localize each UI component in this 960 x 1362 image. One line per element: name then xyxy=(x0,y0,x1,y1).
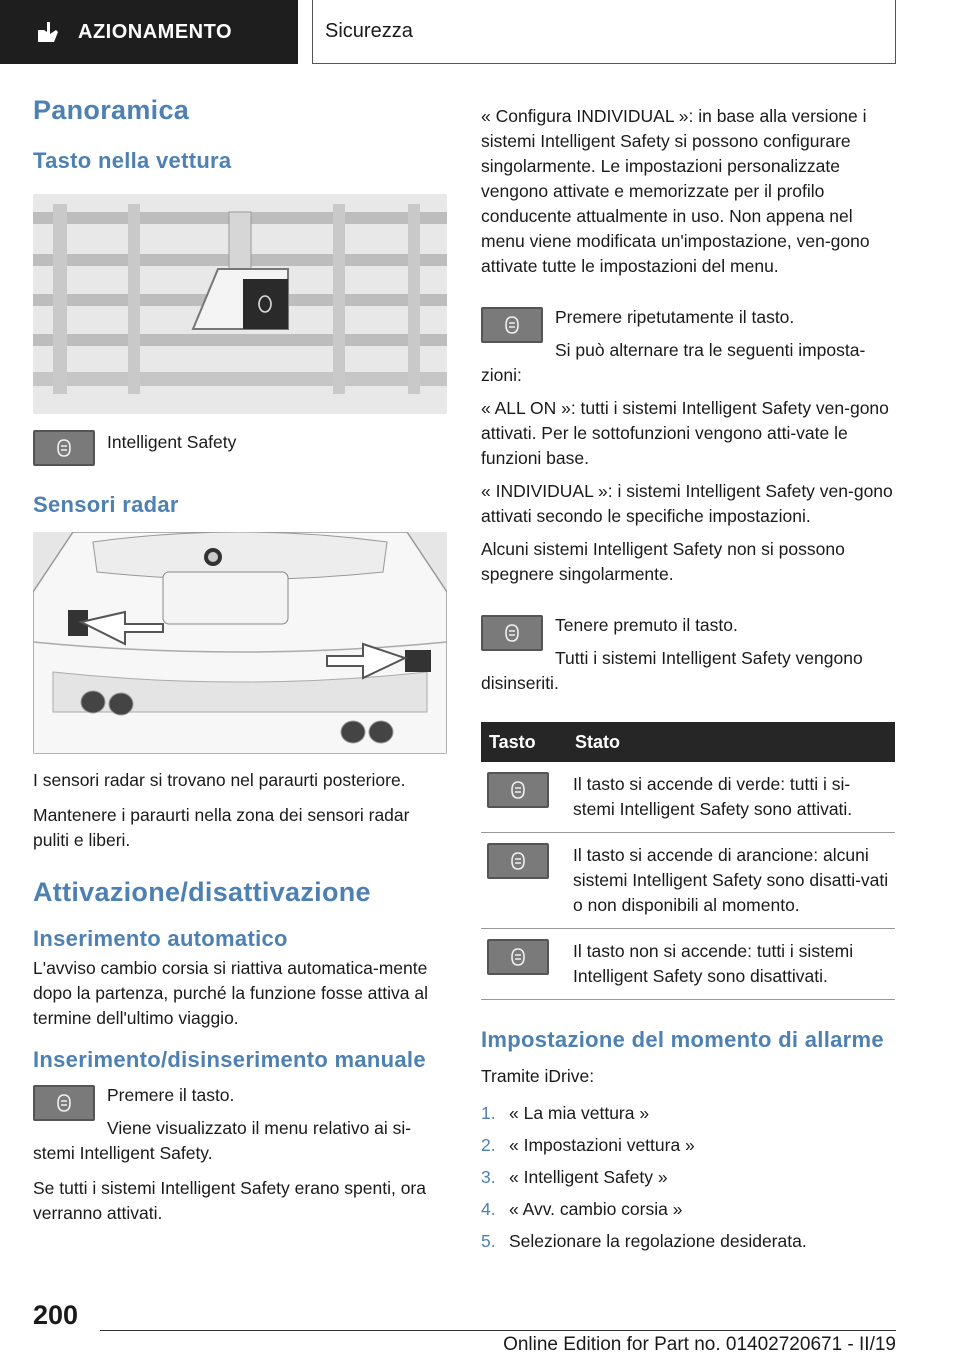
table-header-tasto: Tasto xyxy=(481,722,567,762)
hold-block xyxy=(481,613,895,696)
steering-hand-icon xyxy=(34,18,62,46)
table-row xyxy=(481,929,895,1000)
button-photo xyxy=(33,194,447,414)
press-line-1: Premere ripetutamente il tasto. xyxy=(555,307,795,327)
heading-manual: Inserimento/disinserimento manuale xyxy=(33,1047,426,1072)
intelligent-safety-key-icon xyxy=(487,843,549,879)
hold-line-2: Tutti i sistemi Intelligent Safety vengono disinseriti. xyxy=(481,648,863,693)
steps-list xyxy=(481,1101,895,1254)
press-line-2: Si può alternare tra le seguenti imposta-zioni: xyxy=(481,340,866,385)
status-table xyxy=(481,722,895,1000)
list-item: 2. « Impostazioni vettura » xyxy=(481,1135,695,1155)
manual-block xyxy=(33,1083,447,1166)
manual-line-2: Viene visualizzato il menu relativo ai si-stemi Intelligent Safety. xyxy=(33,1118,412,1163)
hold-line-1: Tenere premuto il tasto. xyxy=(555,615,738,635)
list-item: 4. « Avv. cambio corsia » xyxy=(481,1199,683,1219)
heading-alarm: Impostazione del momento di allarme xyxy=(481,1027,884,1052)
config-text: « Configura INDIVIDUAL »: in base alla versione i sistemi Intelligent Safety si possono configurare singolarmente. Le impostazioni personalizzate vengono attivate e memorizzate per il profilo conducente attualmente in uso. Non appena nel menu viene modificata un'impostazione, ven-gono attivate tutte le impostazioni del menu. xyxy=(481,106,870,276)
heading-panoramica: Panoramica xyxy=(33,95,190,125)
table-row xyxy=(481,762,895,833)
heading-attivazione: Attivazione/disattivazione xyxy=(33,877,371,907)
key-caption: Intelligent Safety xyxy=(107,432,237,452)
chapter-tab[interactable] xyxy=(0,0,298,64)
list-item: 1. « La mia vettura » xyxy=(481,1103,650,1123)
manual-text: Se tutti i sistemi Intelligent Safety erano spenti, ora verranno attivati. xyxy=(33,1178,426,1223)
footer-divider xyxy=(100,1330,896,1331)
individual-text: « INDIVIDUAL »: i sistemi Intelligent Safety ven-gono attivati secondo le specifiche impostazioni. xyxy=(481,481,893,526)
heading-radar: Sensori radar xyxy=(33,492,179,517)
page-number: 200 xyxy=(33,1300,79,1330)
table-cell-state: Il tasto si accende di arancione: alcuni sistemi Intelligent Safety sono disatti-vati o non disponibili al momento. xyxy=(567,833,895,929)
table-cell-state: Il tasto non si accende: tutti i sistemi Intelligent Safety sono disattivati. xyxy=(567,929,895,1000)
heading-tasto: Tasto nella vettura xyxy=(33,148,232,173)
heading-auto: Inserimento automatico xyxy=(33,926,288,951)
allon-text: « ALL ON »: tutti i sistemi Intelligent Safety ven-gono attivati. Per le sottofunzioni vengono atti-vate le funzioni base. xyxy=(481,398,889,468)
press-block xyxy=(481,305,895,388)
manual-line-1: Premere il tasto. xyxy=(107,1085,235,1105)
intelligent-safety-key-icon xyxy=(481,615,543,651)
intelligent-safety-key-icon xyxy=(33,1085,95,1121)
intelligent-safety-key-icon xyxy=(33,430,95,466)
table-cell-state: Il tasto si accende di verde: tutti i si-stemi Intelligent Safety sono attivati. xyxy=(567,762,895,833)
radar-text-2: Mantenere i paraurti nella zona dei sensori radar puliti e liberi. xyxy=(33,805,410,850)
key-caption-row xyxy=(33,430,447,466)
right-column xyxy=(481,104,895,1261)
edition-text: Online Edition for Part no. 01402720671 - II/19 xyxy=(503,1334,896,1355)
table-row xyxy=(481,833,895,929)
idrive-text: Tramite iDrive: xyxy=(481,1066,595,1086)
auto-text: L'avviso cambio corsia si riattiva automatica-mente dopo la partenza, purché la funzione fosse attiva al termine dell'ultimo viaggio. xyxy=(33,958,428,1028)
radar-photo xyxy=(33,532,447,754)
intelligent-safety-key-icon xyxy=(487,772,549,808)
alcuni-text: Alcuni sistemi Intelligent Safety non si possono spegnere singolarmente. xyxy=(481,539,845,584)
list-item: 3. « Intelligent Safety » xyxy=(481,1167,668,1187)
section-title: Sicurezza xyxy=(312,0,896,64)
intelligent-safety-key-icon xyxy=(481,307,543,343)
chapter-label: AZIONAMENTO xyxy=(78,20,233,43)
table-header-stato: Stato xyxy=(567,722,895,762)
list-item: 5. Selezionare la regolazione desiderata. xyxy=(481,1231,807,1251)
intelligent-safety-key-icon xyxy=(487,939,549,975)
radar-text-1: I sensori radar si trovano nel paraurti posteriore. xyxy=(33,770,406,790)
left-column xyxy=(33,95,447,1226)
